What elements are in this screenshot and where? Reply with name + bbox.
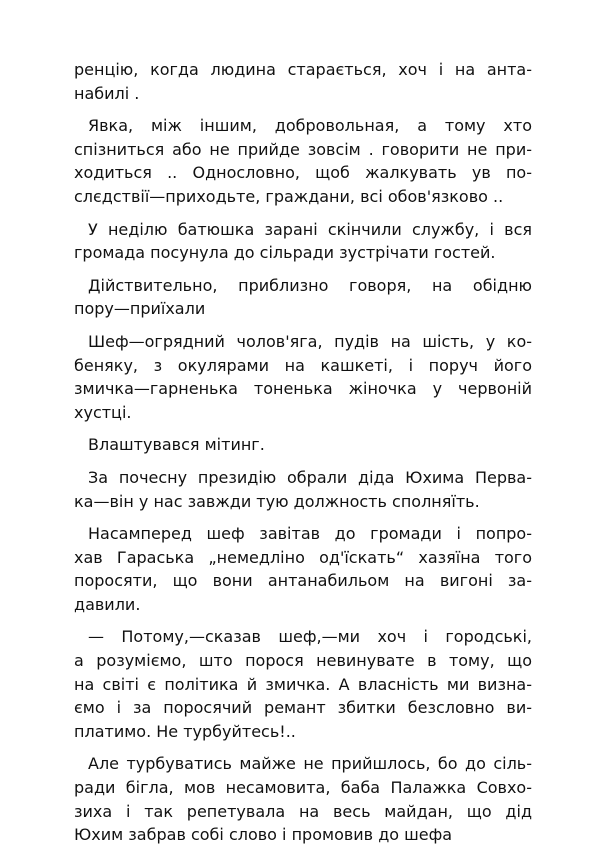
- text-line: хав Гараська „немедліно од'їскать“ хазяїна того: [74, 547, 532, 567]
- paragraph: [74, 274, 532, 321]
- text-line: хустці.: [74, 402, 132, 422]
- paragraph: [74, 466, 532, 513]
- text-line: поросяти, що вони антанабильом на вигоні за-: [74, 571, 532, 591]
- paragraph: [74, 330, 532, 424]
- paragraph: [74, 58, 532, 105]
- text-line: ренцію, когда людина старається, хоч і на анта-: [74, 60, 532, 79]
- text-line: Дійствительно, приблизно говоря, на обідню: [88, 275, 532, 295]
- text-line: Явка, між іншим, добровольная, а тому хто: [88, 116, 532, 136]
- text-line: Юхим забрав собі слово і промовив до шефа: [74, 825, 453, 845]
- text-line: зиха і так репетувала на весь майдан, що дід: [74, 801, 532, 821]
- paragraph: [74, 114, 532, 208]
- text-line: За почесну президію обрали діда Юхима Перва-: [88, 467, 532, 487]
- text-line: на світі є політика й змичка. А власність ми визна-: [74, 674, 532, 694]
- text-line: ємо і за поросячий ремант збитки безсловно ви-: [74, 698, 532, 718]
- text-line: ходиться .. Однословно, щоб жалкувать ув по-: [74, 163, 532, 183]
- paragraph: [74, 218, 532, 265]
- text-line: Але турбуватись майже не прийшлось, бо до сіль-: [88, 754, 532, 774]
- text-line: У неділю батюшка зарані скінчили службу, і вся: [88, 219, 532, 239]
- paragraph: [74, 522, 532, 616]
- paragraph: [74, 625, 532, 743]
- page-text: [74, 58, 532, 856]
- text-line: громада посунула до сільради зустрічати гостей.: [74, 243, 496, 263]
- text-line: давили.: [74, 594, 141, 614]
- paragraph: [74, 752, 532, 846]
- text-line: слєдствії—приходьте, граждани, всі обов'язково ..: [74, 186, 504, 206]
- text-line: ради бігла, мов несамовита, баба Палажка Совхо-: [74, 778, 532, 798]
- text-line: пору—приїхали: [74, 299, 206, 319]
- text-line: Влаштувався мітинг.: [88, 435, 265, 455]
- text-line: беняку, з окулярами на кашкеті, і поруч його: [74, 355, 532, 375]
- text-line: Шеф—огрядний чолов'яга, пудів на шість, у ко-: [88, 331, 532, 351]
- text-line: а розуміємо, што порося невинувате в тому, що: [74, 651, 532, 671]
- text-line: Насамперед шеф завітав до громади і попро-: [88, 524, 532, 544]
- text-line: платимо. Не турбуйтесь!..: [74, 721, 296, 741]
- text-line: — Потому,—сказав шеф,—ми хоч і городські,: [88, 627, 532, 647]
- text-line: спізниться або не прийде зовсім . говорити не при-: [74, 139, 532, 159]
- paragraph: [74, 433, 532, 457]
- text-line: змичка—гарненька тоненька жіночка у червоній: [74, 379, 532, 399]
- text-line: набилі .: [74, 83, 140, 103]
- text-line: ка—він у нас завжди тую должность сполняїть.: [74, 491, 480, 511]
